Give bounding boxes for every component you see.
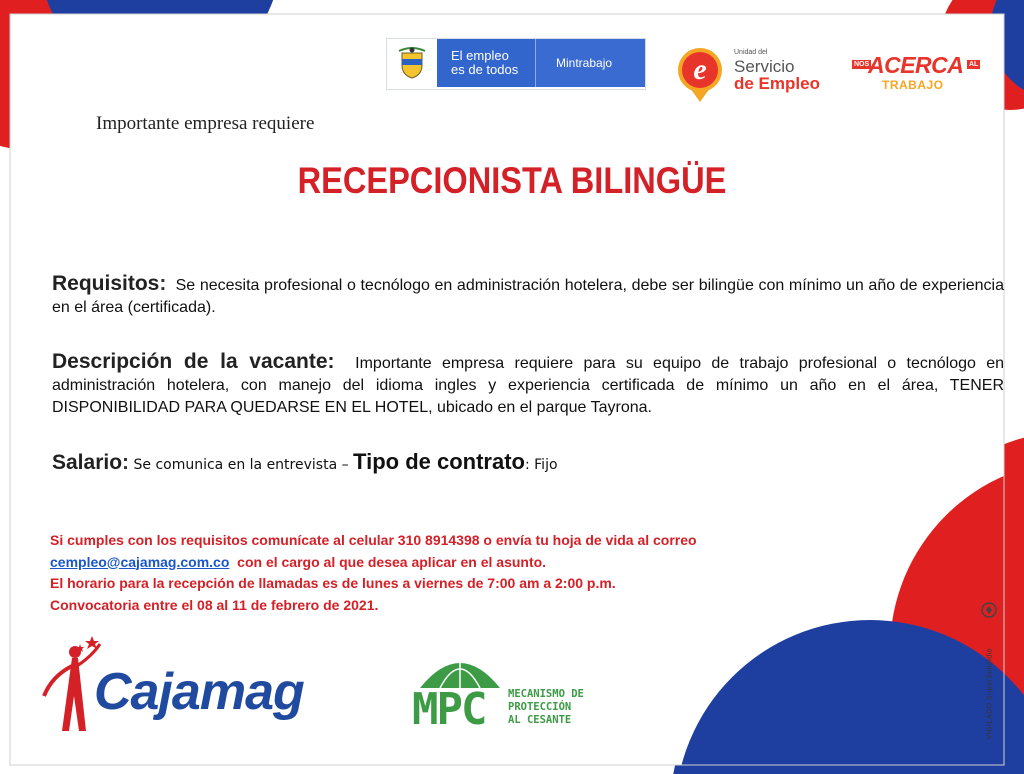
servicio-line1: Servicio bbox=[734, 57, 795, 76]
vigilado-supersubsidio-badge: VIGILADO SuperSubsidio bbox=[978, 602, 1000, 752]
salario-heading: Salario bbox=[52, 451, 123, 474]
pin-tip-icon bbox=[690, 88, 710, 102]
acerca-main: ACERCA bbox=[868, 52, 964, 78]
mintrabajo-logo bbox=[386, 38, 646, 90]
salario-text: Se comunica en la entrevista – bbox=[133, 457, 349, 473]
salario-section: Salario: Se comunica en la entrevista – Tipo de contrato: Fijo bbox=[52, 449, 558, 474]
job-title: RECEPCIONISTA BILINGÜE bbox=[297, 160, 727, 201]
servicio-line2: de Empleo bbox=[734, 74, 820, 93]
colombia-shield-icon bbox=[387, 39, 437, 87]
acerca-al: AL bbox=[969, 61, 979, 68]
cajamag-logo bbox=[42, 636, 332, 736]
e-pin-icon: e bbox=[678, 48, 722, 92]
notice-line4: Convocatoria entre el 08 al 11 de febrero de 2021. bbox=[50, 596, 379, 613]
mpc-wordmark: MPC bbox=[412, 684, 486, 735]
mintrabajo-slogan: El empleo es de todos bbox=[437, 39, 535, 87]
descripcion-section bbox=[52, 351, 1004, 419]
notice-line3: El horario para la recepción de llamadas es de lunes a viernes de 7:00 am a 2:00 p.m. bbox=[50, 575, 616, 591]
requisitos-heading: Requisitos bbox=[52, 272, 160, 295]
mintrabajo-name: Mintrabajo bbox=[535, 39, 645, 87]
application-notice bbox=[50, 530, 810, 616]
tipo-contrato-heading: Tipo de contrato bbox=[353, 449, 525, 474]
email-link[interactable]: cempleo@cajamag.com.co bbox=[50, 553, 230, 570]
requisitos-section: Requisitos: Se necesita profesional o tecnólogo en administración hotelera, debe ser bilingüe con mínimo un año de experiencia en el área (certificada). bbox=[52, 272, 1004, 316]
requisitos-text: Se necesita profesional o tecnólogo en administración hotelera, debe ser bilingüe con mínimo un año de experiencia en el área (certificada). bbox=[52, 277, 1004, 316]
cajamag-wordmark: Cajamag bbox=[94, 663, 304, 721]
mpc-description: MECANISMO DE PROTECCIÓN AL CESANTE bbox=[508, 688, 584, 726]
servicio-empleo-logo bbox=[678, 44, 828, 104]
notice-line2 bbox=[50, 552, 810, 574]
cajamag-figure-icon bbox=[42, 636, 102, 736]
acerca-nos: NOS bbox=[854, 61, 870, 68]
intro-text: Importante empresa requiere bbox=[96, 113, 315, 134]
descripcion-heading: Descripción de la vacante: bbox=[52, 350, 335, 373]
mpc-logo bbox=[412, 650, 612, 746]
acerca-trabajo-logo bbox=[852, 52, 982, 96]
notice-line2-rest: con el cargo al que desea aplicar en el asunto. bbox=[237, 553, 547, 570]
servicio-unit: Unidad del bbox=[734, 49, 768, 56]
tipo-contrato-value: : Fijo bbox=[524, 457, 558, 473]
notice-line1: Si cumples con los requisitos comunícate al celular 310 8914398 o envía tu hoja de vida al correo bbox=[50, 532, 697, 548]
acerca-trabajo: TRABAJO bbox=[882, 78, 944, 92]
descripcion-text: Importante empresa requiere para su equipo de trabajo profesional o tecnólogo en administración hotelera, con manejo del idioma ingles y experiencia certificada de mínimo un año en el área, TENER DISPONIBILIDAD PARA QUEDARSE EN EL HOTEL, ubicado en el parque Tayrona. bbox=[52, 355, 1005, 416]
